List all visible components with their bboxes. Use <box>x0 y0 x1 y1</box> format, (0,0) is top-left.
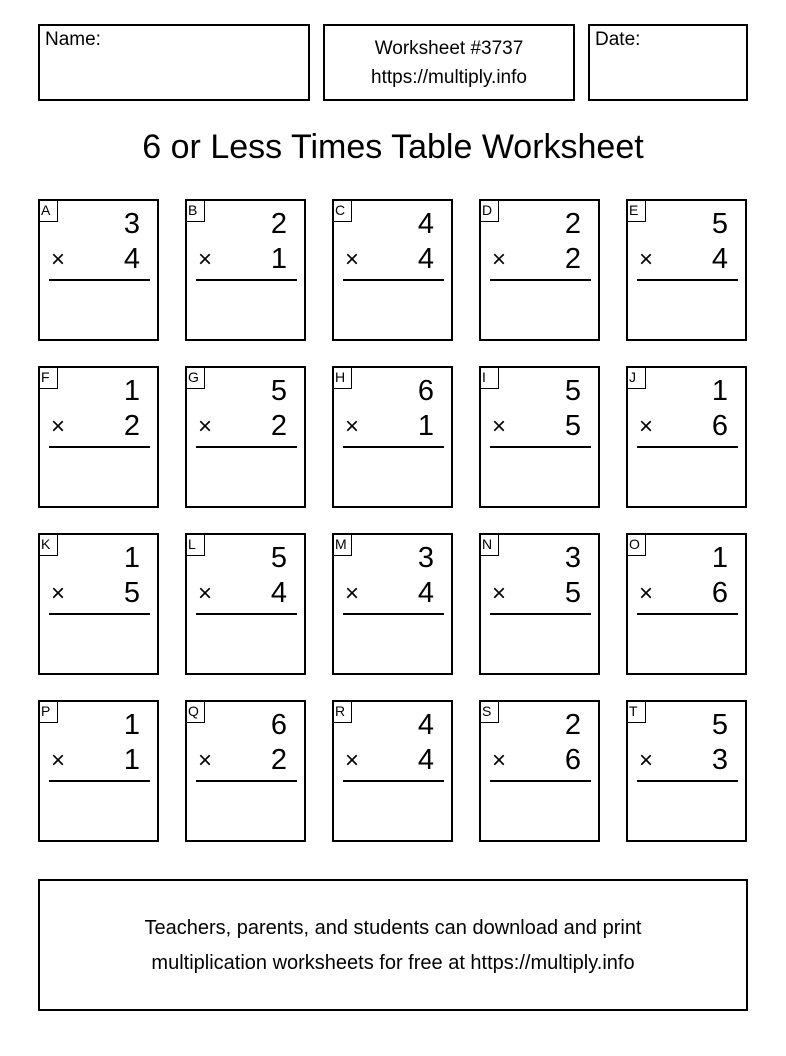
problem-label: T <box>626 700 646 723</box>
multiplier: 4 <box>417 577 434 609</box>
multiplier: 1 <box>123 744 140 776</box>
multiplier: 5 <box>123 577 140 609</box>
answer-line <box>49 279 150 281</box>
times-sign: × <box>198 747 213 774</box>
multiplicand: 1 <box>123 709 140 741</box>
multiplicand: 2 <box>270 208 287 240</box>
answer-line <box>637 613 738 615</box>
problem-card[interactable] <box>479 199 600 341</box>
worksheet-id: Worksheet #3737 <box>374 38 524 59</box>
problem-label: F <box>38 366 58 389</box>
multiplier: 6 <box>711 410 728 442</box>
problem-card[interactable] <box>38 533 159 675</box>
multiplicand: 5 <box>564 375 581 407</box>
times-sign: × <box>345 246 360 273</box>
multiplicand: 2 <box>564 208 581 240</box>
times-sign: × <box>345 413 360 440</box>
multiplier: 3 <box>711 744 728 776</box>
problem-card[interactable] <box>479 366 600 508</box>
answer-line <box>343 279 444 281</box>
multiplicand: 2 <box>564 709 581 741</box>
problem-label: M <box>332 533 352 556</box>
times-sign: × <box>492 413 507 440</box>
multiplier: 6 <box>564 744 581 776</box>
problem-label: N <box>479 533 499 556</box>
problem-card[interactable] <box>479 700 600 842</box>
problem-card[interactable] <box>185 533 306 675</box>
problem-card[interactable] <box>332 199 453 341</box>
answer-line <box>637 446 738 448</box>
problem-card[interactable] <box>479 533 600 675</box>
problem-label: A <box>38 199 58 222</box>
multiplier: 2 <box>270 410 287 442</box>
footer-line-2: multiplication worksheets for free at https://multiply.info <box>151 952 635 974</box>
multiplier: 1 <box>417 410 434 442</box>
multiplier: 1 <box>270 243 287 275</box>
answer-line <box>637 279 738 281</box>
multiplicand: 1 <box>711 542 728 574</box>
multiplicand: 4 <box>417 208 434 240</box>
problem-card[interactable] <box>185 366 306 508</box>
problem-card[interactable] <box>332 533 453 675</box>
problem-card[interactable] <box>185 199 306 341</box>
problem-label: O <box>626 533 646 556</box>
answer-line <box>196 613 297 615</box>
worksheet-info-box <box>323 24 575 101</box>
answer-line <box>490 780 591 782</box>
multiplicand: 3 <box>417 542 434 574</box>
problem-label: G <box>185 366 205 389</box>
times-sign: × <box>51 413 66 440</box>
answer-line <box>196 446 297 448</box>
times-sign: × <box>492 747 507 774</box>
multiplicand: 6 <box>270 709 287 741</box>
times-sign: × <box>51 580 66 607</box>
times-sign: × <box>639 580 654 607</box>
problem-label: L <box>185 533 205 556</box>
problem-label: P <box>38 700 58 723</box>
problem-card[interactable] <box>626 199 747 341</box>
date-label: Date: <box>595 29 641 50</box>
times-sign: × <box>51 246 66 273</box>
answer-line <box>49 446 150 448</box>
problem-card[interactable] <box>185 700 306 842</box>
problem-label: R <box>332 700 352 723</box>
times-sign: × <box>492 246 507 273</box>
answer-line <box>49 780 150 782</box>
multiplicand: 5 <box>711 208 728 240</box>
times-sign: × <box>51 747 66 774</box>
multiplicand: 1 <box>123 375 140 407</box>
multiplier: 2 <box>564 243 581 275</box>
multiplicand: 1 <box>123 542 140 574</box>
problem-label: J <box>626 366 646 389</box>
problem-card[interactable] <box>38 366 159 508</box>
times-sign: × <box>345 580 360 607</box>
multiplicand: 3 <box>564 542 581 574</box>
problem-label: S <box>479 700 499 723</box>
answer-line <box>343 780 444 782</box>
multiplier: 2 <box>123 410 140 442</box>
answer-line <box>343 613 444 615</box>
times-sign: × <box>492 580 507 607</box>
answer-line <box>637 780 738 782</box>
problem-label: K <box>38 533 58 556</box>
multiplier: 6 <box>711 577 728 609</box>
multiplier: 4 <box>711 243 728 275</box>
problem-label: H <box>332 366 352 389</box>
problem-label: I <box>479 366 499 389</box>
times-sign: × <box>639 246 654 273</box>
name-box[interactable] <box>38 24 310 101</box>
problem-label: Q <box>185 700 205 723</box>
multiplier: 4 <box>417 243 434 275</box>
problem-label: D <box>479 199 499 222</box>
footer-line-1: Teachers, parents, and students can download and print <box>144 917 642 939</box>
answer-line <box>196 279 297 281</box>
answer-line <box>196 780 297 782</box>
problem-label: C <box>332 199 352 222</box>
website-url: https://multiply.info <box>371 67 527 88</box>
problem-card[interactable] <box>626 366 747 508</box>
problem-card[interactable] <box>626 533 747 675</box>
times-sign: × <box>639 747 654 774</box>
answer-line <box>490 279 591 281</box>
problem-card[interactable] <box>38 700 159 842</box>
multiplicand: 1 <box>711 375 728 407</box>
times-sign: × <box>198 246 213 273</box>
multiplier: 2 <box>270 744 287 776</box>
answer-line <box>343 446 444 448</box>
times-sign: × <box>345 747 360 774</box>
answer-line <box>49 613 150 615</box>
times-sign: × <box>198 413 213 440</box>
multiplier: 4 <box>417 744 434 776</box>
problem-card[interactable] <box>626 700 747 842</box>
multiplicand: 3 <box>123 208 140 240</box>
multiplicand: 5 <box>270 375 287 407</box>
worksheet-title: 6 or Less Times Table Worksheet <box>142 128 644 166</box>
multiplier: 5 <box>564 577 581 609</box>
answer-line <box>490 446 591 448</box>
answer-line <box>490 613 591 615</box>
footer-box <box>38 879 748 1011</box>
problem-label: B <box>185 199 205 222</box>
multiplier: 4 <box>123 243 140 275</box>
name-label: Name: <box>45 29 101 50</box>
multiplicand: 5 <box>711 709 728 741</box>
multiplicand: 6 <box>417 375 434 407</box>
date-box[interactable] <box>588 24 748 101</box>
problem-grid <box>38 199 750 844</box>
multiplicand: 5 <box>270 542 287 574</box>
problem-card[interactable] <box>38 199 159 341</box>
problem-label: E <box>626 199 646 222</box>
multiplier: 4 <box>270 577 287 609</box>
problem-card[interactable] <box>332 366 453 508</box>
problem-card[interactable] <box>332 700 453 842</box>
multiplicand: 4 <box>417 709 434 741</box>
multiplier: 5 <box>564 410 581 442</box>
times-sign: × <box>198 580 213 607</box>
times-sign: × <box>639 413 654 440</box>
